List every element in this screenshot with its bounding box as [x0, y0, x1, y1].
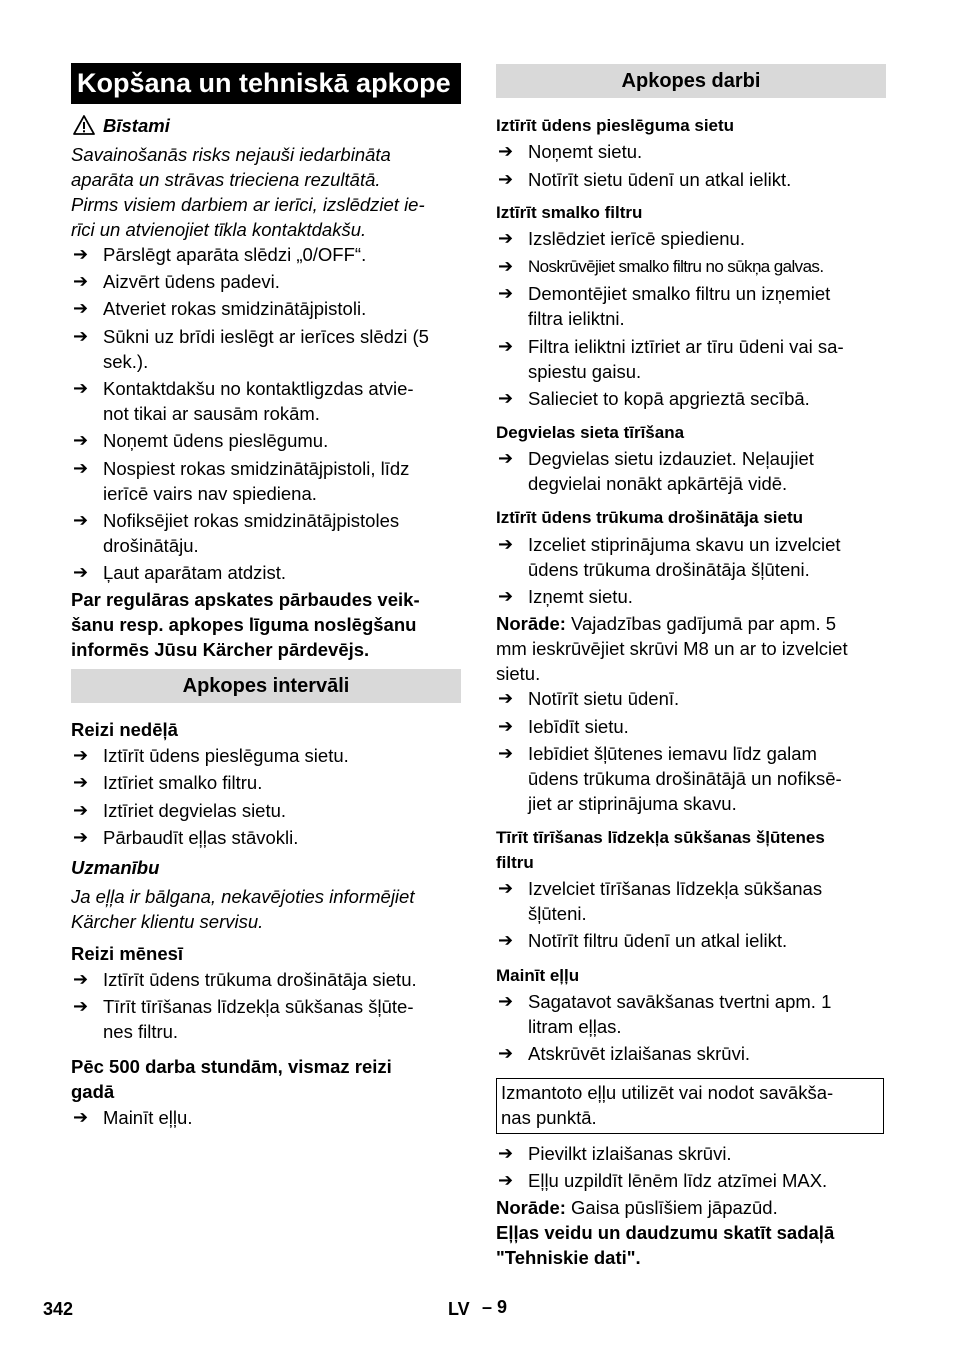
list-item: Izslēdziet ierīcē spiedienu. [528, 228, 745, 249]
arrow-right-icon: ➔ [73, 298, 89, 318]
list-item: Kontaktdakšu no kontaktligzdas atvie- [103, 378, 414, 399]
list-item: Iztīrīt ūdens pieslēguma sietu. [103, 745, 349, 766]
list-item: Iztīriet smalko filtru. [103, 772, 263, 793]
note-line [496, 1195, 778, 1220]
footer-language: LV [448, 1299, 470, 1319]
list-item: Iztīriet degvielas sietu. [103, 800, 287, 821]
list-item: Notīrīt sietu ūdenī un atkal ielikt. [528, 169, 792, 190]
intervals-heading: Apkopes intervāli [71, 669, 461, 703]
list-item: Notīrīt filtru ūdenī un atkal ielikt. [528, 930, 788, 951]
list-item: Noņemt ūdens pieslēgumu. [103, 430, 329, 451]
arrow-right-icon: ➔ [498, 878, 514, 898]
list-item: Salieciet to kopā apgrieztā secībā. [528, 388, 810, 409]
caution-text-line: Kärcher klientu servisu. [71, 911, 264, 932]
arrow-right-icon: ➔ [73, 430, 89, 450]
page-title: Kopšana un tehniskā apkope [71, 63, 461, 104]
list-item-continued: ierīcē vairs nav spiediena. [103, 483, 317, 504]
arrow-right-icon: ➔ [498, 716, 514, 736]
note-line: mm ieskrūvējiet skrūvi M8 un ar to izvelciet [496, 638, 848, 659]
arrow-right-icon: ➔ [73, 827, 89, 847]
arrow-right-icon: ➔ [73, 745, 89, 765]
section-heading: filtru [496, 853, 534, 872]
caution-text-line: Ja eļļa ir bālgana, nekavējoties informējiet [71, 886, 415, 907]
section-heading: Mainīt eļļu [496, 966, 580, 985]
note-label: Norāde: [496, 613, 566, 634]
list-item-continued: sek.). [103, 351, 149, 372]
list-item: Izvelciet tīrīšanas līdzekļa sūkšanas [528, 878, 823, 899]
list-item-continued: drošinātāju. [103, 535, 199, 556]
list-item: Iebīdīt sietu. [528, 716, 629, 737]
arrow-right-icon: ➔ [498, 930, 514, 950]
arrow-right-icon: ➔ [498, 1043, 514, 1063]
arrow-right-icon: ➔ [73, 378, 89, 398]
list-item: Izņemt sietu. [528, 586, 633, 607]
arrow-right-icon: ➔ [498, 283, 514, 303]
list-item-continued: ūdens trūkuma drošinātājā un nofiksē- [528, 768, 842, 789]
list-item-continued: degvielai nonākt apkārtējā vidē. [528, 473, 788, 494]
arrow-right-icon: ➔ [73, 244, 89, 264]
arrow-right-icon: ➔ [73, 562, 89, 582]
arrow-right-icon: ➔ [73, 772, 89, 792]
list-item-continued: ūdens trūkuma drošinātāja šļūteni. [528, 559, 810, 580]
footer-page-index: – 9 [482, 1297, 508, 1317]
danger-text-line: Pirms visiem darbiem ar ierīci, izslēdziet ie- [71, 194, 425, 215]
works-heading: Apkopes darbi [496, 64, 886, 98]
warning-triangle-icon [73, 115, 95, 135]
list-item: Pārslēgt aparāta slēdzi „0/OFF“. [103, 244, 367, 265]
dealer-note-line: informēs Jūsu Kärcher pārdevējs. [71, 639, 370, 660]
note-line [496, 611, 836, 636]
list-item-continued: jiet ar stiprinājuma skavu. [528, 793, 737, 814]
list-item: Noņemt sietu. [528, 141, 643, 162]
section-heading: Iztīrīt ūdens trūkuma drošinātāja sietu [496, 508, 804, 527]
notice-line: Izmantoto eļļu utilizēt vai nodot savākša- [501, 1082, 834, 1103]
note-text: Gaisa pūslīšiem jāpazūd. [565, 1197, 778, 1218]
list-item: Sūkni uz brīdi ieslēgt ar ierīces slēdzi (5 [103, 326, 429, 347]
section-heading: Iztīrīt smalko filtru [496, 203, 643, 222]
arrow-right-icon: ➔ [498, 1170, 514, 1190]
list-item: Filtra ieliktni iztīriet ar tīru ūdeni vai sa- [528, 336, 844, 357]
arrow-right-icon: ➔ [73, 800, 89, 820]
arrow-right-icon: ➔ [498, 991, 514, 1011]
list-item: Nofiksējiet rokas smidzinātājpistoles [103, 510, 400, 531]
list-item: Atveriet rokas smidzinātājpistoli. [103, 298, 367, 319]
danger-label: Bīstami [103, 115, 170, 136]
arrow-right-icon: ➔ [73, 996, 89, 1016]
page-number: 342 [43, 1299, 74, 1319]
list-item: Sagatavot savākšanas tvertni apm. 1 [528, 991, 832, 1012]
list-item-continued: litram eļļas. [528, 1016, 622, 1037]
arrow-right-icon: ➔ [498, 1143, 514, 1163]
danger-text-line: rīci un atvienojiet tīkla kontaktdakšu. [71, 219, 367, 240]
list-item: Mainīt eļļu. [103, 1107, 193, 1128]
dealer-note-line: Par regulāras apskates pārbaudes veik- [71, 589, 420, 610]
arrow-right-icon: ➔ [73, 271, 89, 291]
list-item: Aizvērt ūdens padevi. [103, 271, 280, 292]
arrow-right-icon: ➔ [498, 169, 514, 189]
arrow-right-icon: ➔ [498, 688, 514, 708]
list-item: Notīrīt sietu ūdenī. [528, 688, 680, 709]
section-heading: Tīrīt tīrīšanas līdzekļa sūkšanas šļūtenes [496, 828, 825, 847]
arrow-right-icon: ➔ [73, 1107, 89, 1127]
list-item: Degvielas sietu izdauziet. Neļaujiet [528, 448, 814, 469]
final-note-line: Eļļas veidu un daudzumu skatīt sadaļā [496, 1222, 835, 1243]
list-item: Izceliet stiprinājuma skavu un izvelciet [528, 534, 841, 555]
list-item-continued: spiestu gaisu. [528, 361, 642, 382]
arrow-right-icon: ➔ [73, 969, 89, 989]
list-item: Nospiest rokas smidzinātājpistoli, līdz [103, 458, 410, 479]
list-item: Atskrūvēt izlaišanas skrūvi. [528, 1043, 751, 1064]
arrow-right-icon: ➔ [498, 448, 514, 468]
list-item: Noskrūvējiet smalko filtru no sūkņa galvas. [528, 257, 824, 276]
list-item-continued: not tikai ar sausām rokām. [103, 403, 320, 424]
weekly-heading: Reizi nedēļā [71, 719, 178, 740]
list-item: Eļļu uzpildīt lēnēm līdz atzīmei MAX. [528, 1170, 828, 1191]
list-item: Demontējiet smalko filtru un izņemiet [528, 283, 831, 304]
note-line: sietu. [496, 663, 541, 684]
arrow-right-icon: ➔ [498, 534, 514, 554]
list-item: Ļaut aparātam atdzist. [103, 562, 287, 583]
section-heading: Degvielas sieta tīrīšana [496, 423, 685, 442]
arrow-right-icon: ➔ [73, 458, 89, 478]
caution-label: Uzmanību [71, 857, 160, 878]
arrow-right-icon: ➔ [73, 326, 89, 346]
danger-text-line: Savainošanās risks nejauši iedarbināta [71, 144, 391, 165]
list-item-continued: filtra ieliktni. [528, 308, 625, 329]
dealer-note-line: šanu resp. apkopes līguma noslēgšanu [71, 614, 417, 635]
monthly-heading: Reizi mēnesī [71, 943, 184, 964]
arrow-right-icon: ➔ [498, 336, 514, 356]
arrow-right-icon: ➔ [498, 141, 514, 161]
section-heading: Iztīrīt ūdens pieslēguma sietu [496, 116, 735, 135]
arrow-right-icon: ➔ [498, 743, 514, 763]
arrow-right-icon: ➔ [498, 586, 514, 606]
list-item: Iztīrīt ūdens trūkuma drošinātāja sietu. [103, 969, 417, 990]
list-item-continued: šļūteni. [528, 903, 587, 924]
list-item: Pārbaudīt eļļas stāvokli. [103, 827, 299, 848]
final-note-line: "Tehniskie dati". [496, 1247, 641, 1268]
list-item: Tīrīt tīrīšanas līdzekļa sūkšanas šļūte- [103, 996, 414, 1017]
arrow-right-icon: ➔ [73, 510, 89, 530]
notice-line: nas punktā. [501, 1107, 597, 1128]
arrow-right-icon: ➔ [498, 228, 514, 248]
arrow-right-icon: ➔ [498, 388, 514, 408]
list-item: Pievilkt izlaišanas skrūvi. [528, 1143, 732, 1164]
note-text: Vajadzības gadījumā par apm. 5 [565, 613, 837, 634]
note-label: Norāde: [496, 1197, 566, 1218]
danger-text-line: aparāta un strāvas trieciena rezultātā. [71, 169, 381, 190]
list-item: Iebīdiet šļūtenes iemavu līdz galam [528, 743, 817, 764]
notice-box [496, 1078, 884, 1134]
hours-heading: Pēc 500 darba stundām, vismaz reizi [71, 1056, 392, 1077]
hours-heading: gadā [71, 1081, 115, 1102]
arrow-right-icon: ➔ [498, 256, 514, 276]
list-item-continued: nes filtru. [103, 1021, 179, 1042]
